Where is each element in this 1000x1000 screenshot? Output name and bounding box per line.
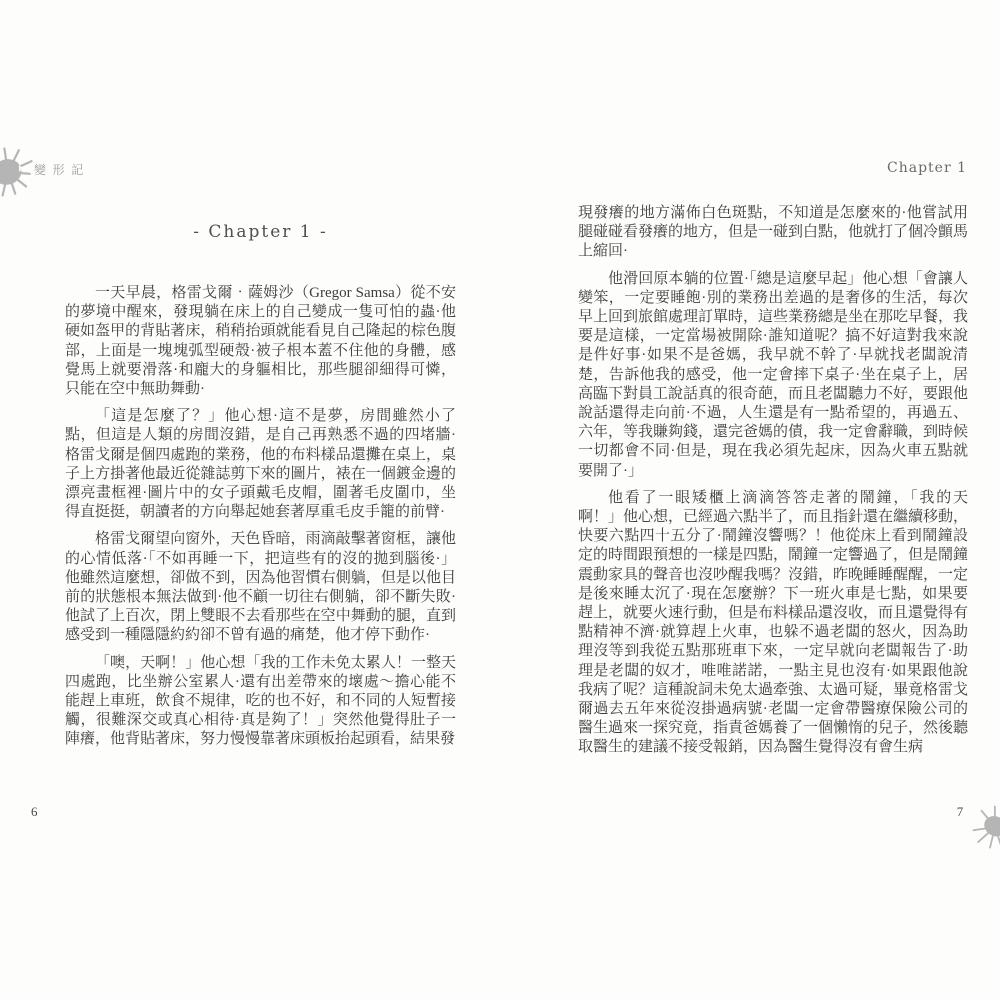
paragraph: 格雷戈爾望向窗外，天色昏暗，雨滴敲擊著窗框，讓他的心情低落·「不如再睡一下，把這些有的沒的拋到腦後·」他雖然這麼想，卻做不到，因為他習慣右側躺，但是以他目前的狀態根本無法做到·他不顧一切往右側躺，卻不斷失敗·他試了上百次，閉上雙眼不去看那些在空中舞動的腿，直到感受到一種隱隱約約卻不曾有過的痛楚，他才停下動作· xyxy=(65,531,456,644)
paragraph: 「這是怎麼了？」他心想·這不是夢，房間雖然小了點，但這是人類的房間沒錯，是自己再熟悉不過的四堵牆·格雷戈爾是個四處跑的業務，他的布料樣品還攤在桌上，桌子上方掛著他最近從雜誌剪下來的圖片，裱在一個鍍金邊的漂亮畫框裡·圖片中的女子頭戴毛皮帽，圍著毛皮圍巾，坐得直挺挺，朝讀者的方向舉起她套著厚重毛皮手籠的前臂· xyxy=(65,408,456,521)
running-header-chapter: Chapter 1 xyxy=(887,160,967,176)
chapter-title: - Chapter 1 - xyxy=(193,222,328,242)
paragraph: 他滑回原本躺的位置·「總是這麼早起」他心想「會讓人變笨，一定要睡飽·別的業務出差過的是奢侈的生活，每次早上回到旅館處理訂單時，這些業務總是坐在那吃早餐，我要是這樣，一定當場被開除·誰知道呢？搞不好這對我來說是件好事·如果不是爸媽，我早就不幹了·早就找老闆說清楚，告訴他我的感受，他一定會摔下桌子·坐在桌子上，居高臨下對員工說話真的很奇葩，而且老闆聽力不好，要跟他說話還得走向前·不過，人生還是有一點希望的，再過五、六年，等我賺夠錢，還完爸媽的債，我一定會辭職，到時候一切都會不同·但是，現在我必須先起床，因為火車五點就要開了·」 xyxy=(578,270,969,479)
right-page-text xyxy=(578,204,968,758)
paragraph: 他看了一眼矮櫃上滴滴答答走著的鬧鐘，「我的天啊！」他心想，已經過六點半了，而且指針還在繼續移動，快要六點四十五分了·鬧鐘沒響嗎？！他從床上看到鬧鐘設定的時間跟預想的一樣是四點，鬧鐘一定響過了，但是鬧鐘震動家具的聲音也沒吵醒我嗎？沒錯，昨晚睡睡醒醒，一定是後來睡太沉了·現在怎麼辦？下一班火車是七點，如果要趕上，就要火速行動，但是布料樣品還沒收，而且還覺得有點精神不濟·就算趕上火車，也躲不過老闆的怒火，因為助理沒等到我從五點那班車下來，一定早就向老闆報告了·助理是老闆的奴才，唯唯諾諾，一點主見也沒有·如果跟他說我病了呢？這種說詞未免太過牽強、太過可疑，畢竟格雷戈爾過去五年來從沒掛過病號·老闆一定會帶醫療保險公司的醫生過來一探究竟，指責爸媽養了一個懶惰的兒子，然後聽取醫生的建議不接受報銷，因為醫生覺得沒有會生病 xyxy=(578,489,969,756)
left-page-text xyxy=(65,284,456,750)
paragraph: 一天早晨，格雷戈爾‧薩姆沙（Gregor Samsa）從不安的夢境中醒來，發現躺在床上的自己變成一隻可怕的蟲·他硬如盔甲的背貼著床，稍稍抬頭就能看見自己隆起的棕色腹部，上面是一塊塊弧型硬殼·被子根本蓋不住他的身體，感覺馬上就要滑落·和龐大的身軀相比，那些腿卻細得可憐，只能在空中無助舞動· xyxy=(65,285,456,398)
paragraph: 現發癢的地方滿佈白色斑點，不知道是怎麼來的·他嘗試用腿碰碰看發癢的地方，但是一碰到白點，他就打了個冷顫馬上縮回· xyxy=(578,205,969,260)
page-number-right: 7 xyxy=(956,804,964,819)
page-number-left: 6 xyxy=(31,804,38,819)
bug-icon xyxy=(0,143,37,201)
paragraph: 「噢，天啊！」他心想「我的工作未免太累人！一整天四處跑，比坐辦公室累人·還有出差帶來的壞處～擔心能不能趕上車班，飲食不規律，吃的也不好，和不同的人短暫接觸，很難深交或真心相待·真是夠了！」突然他覺得肚子一陣癢，他背貼著床，努力慢慢靠著床頭板抬起頭看，結果發 xyxy=(65,654,456,748)
running-header-book-title: 變形記 xyxy=(34,163,90,177)
